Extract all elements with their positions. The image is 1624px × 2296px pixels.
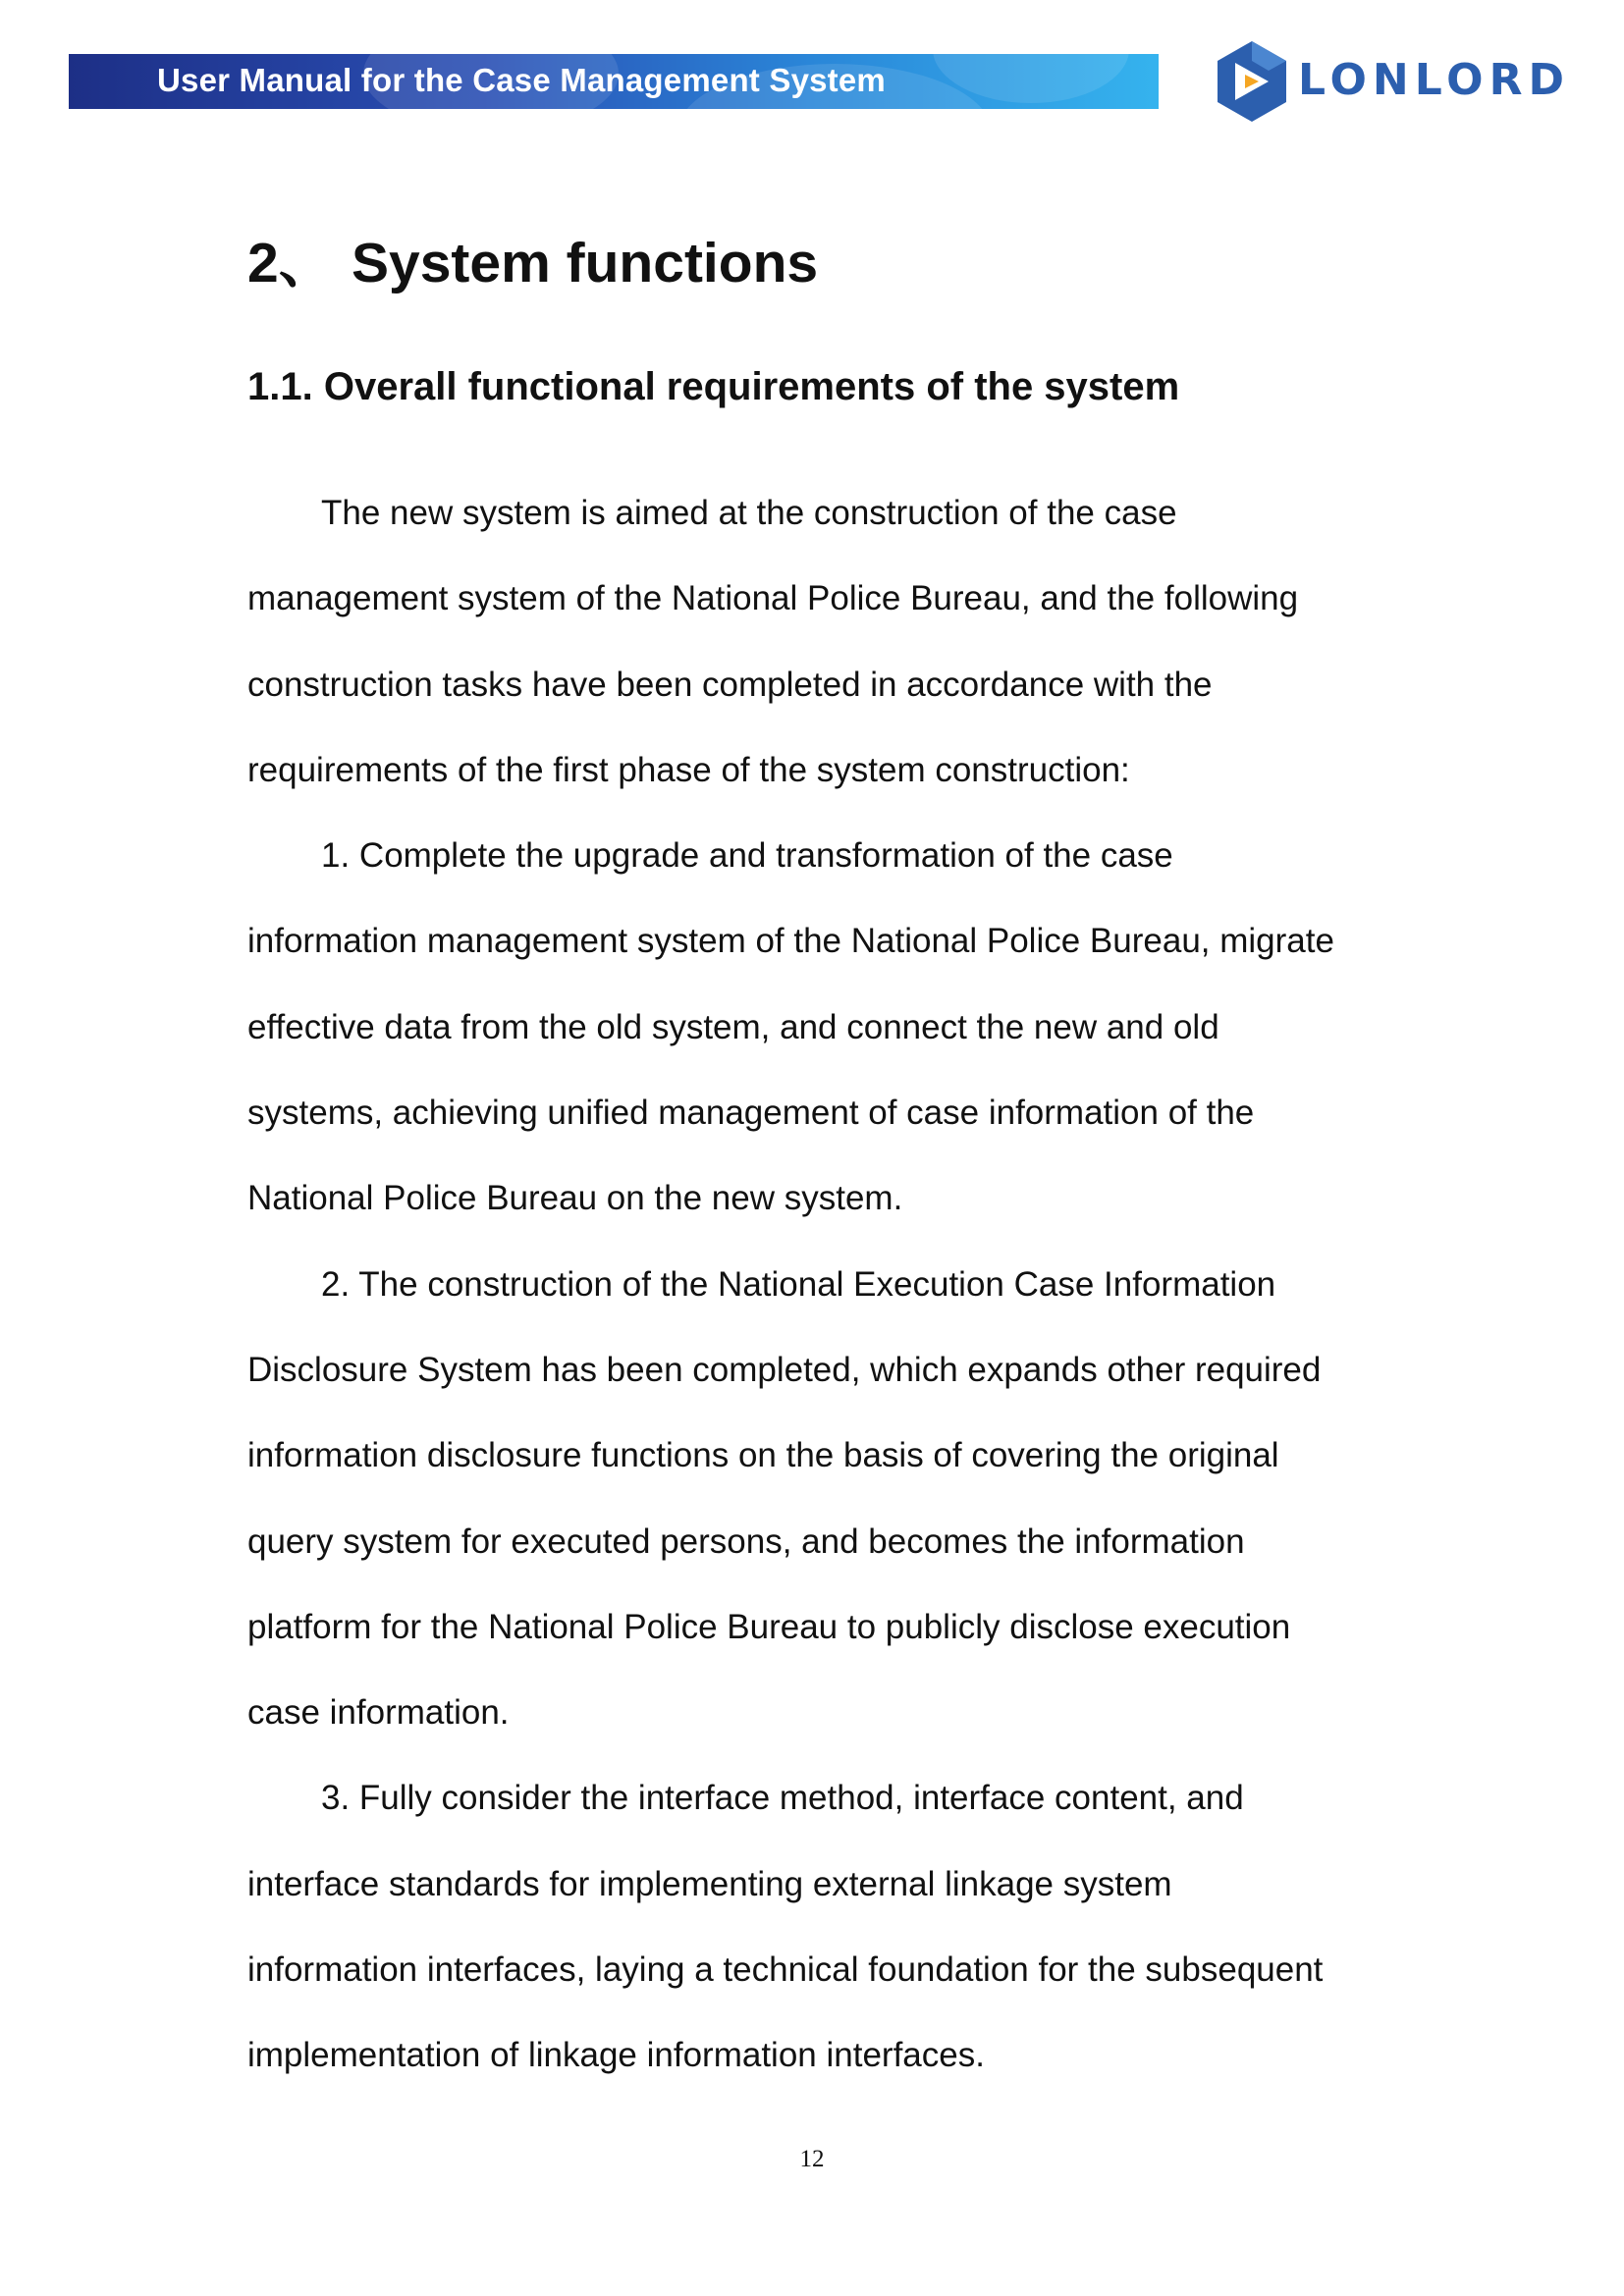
list-item-line: implementation of linkage information interfaces. bbox=[247, 2036, 985, 2075]
list-item-line: information disclosure functions on the basis of covering the original bbox=[247, 1436, 1279, 1475]
paragraph-line: The new system is aimed at the construction of the case bbox=[321, 494, 1177, 532]
list-item-line: platform for the National Police Bureau to publicly disclose execution bbox=[247, 1607, 1291, 1646]
paragraph-line: construction tasks have been completed in accordance with the bbox=[247, 665, 1213, 704]
body-text bbox=[247, 481, 1426, 2109]
company-logo bbox=[1214, 39, 1570, 124]
logo-wordmark: LONLORD bbox=[1298, 55, 1570, 105]
logo-hexagon-icon bbox=[1214, 39, 1290, 124]
list-item-line: 2. The construction of the National Execution Case Information bbox=[321, 1264, 1276, 1304]
list-item-line: Disclosure System has been completed, which expands other required bbox=[247, 1350, 1322, 1389]
document-title: User Manual for the Case Management System bbox=[157, 62, 886, 98]
paragraph-line: requirements of the first phase of the system construction: bbox=[247, 750, 1130, 789]
list-item-line: case information. bbox=[247, 1693, 510, 1733]
list-item-line: effective data from the old system, and connect the new and old bbox=[247, 1007, 1219, 1046]
section-heading: 1.1. Overall functional requirements of the system bbox=[247, 365, 1180, 408]
page-number: 12 bbox=[799, 2146, 825, 2172]
list-item-line: interface standards for implementing external linkage system bbox=[247, 1864, 1172, 1903]
paragraph-line: management system of the National Police Bureau, and the following bbox=[247, 579, 1299, 618]
header-banner bbox=[69, 54, 1159, 109]
chapter-number: 2、 bbox=[247, 232, 335, 294]
list-item-line: information management system of the National Police Bureau, migrate bbox=[247, 922, 1334, 961]
list-item-line: National Police Bureau on the new system. bbox=[247, 1179, 903, 1218]
list-item-line: query system for executed persons, and becomes the information bbox=[247, 1522, 1245, 1561]
list-item-line: 1. Complete the upgrade and transformation of the case bbox=[321, 836, 1173, 876]
chapter-heading bbox=[247, 218, 818, 298]
chapter-title: System functions bbox=[352, 232, 819, 294]
list-item-line: information interfaces, laying a technical foundation for the subsequent bbox=[247, 1950, 1324, 1990]
list-item-line: 3. Fully consider the interface method, interface content, and bbox=[321, 1779, 1244, 1818]
list-item-line: systems, achieving unified management of case information of the bbox=[247, 1094, 1255, 1133]
